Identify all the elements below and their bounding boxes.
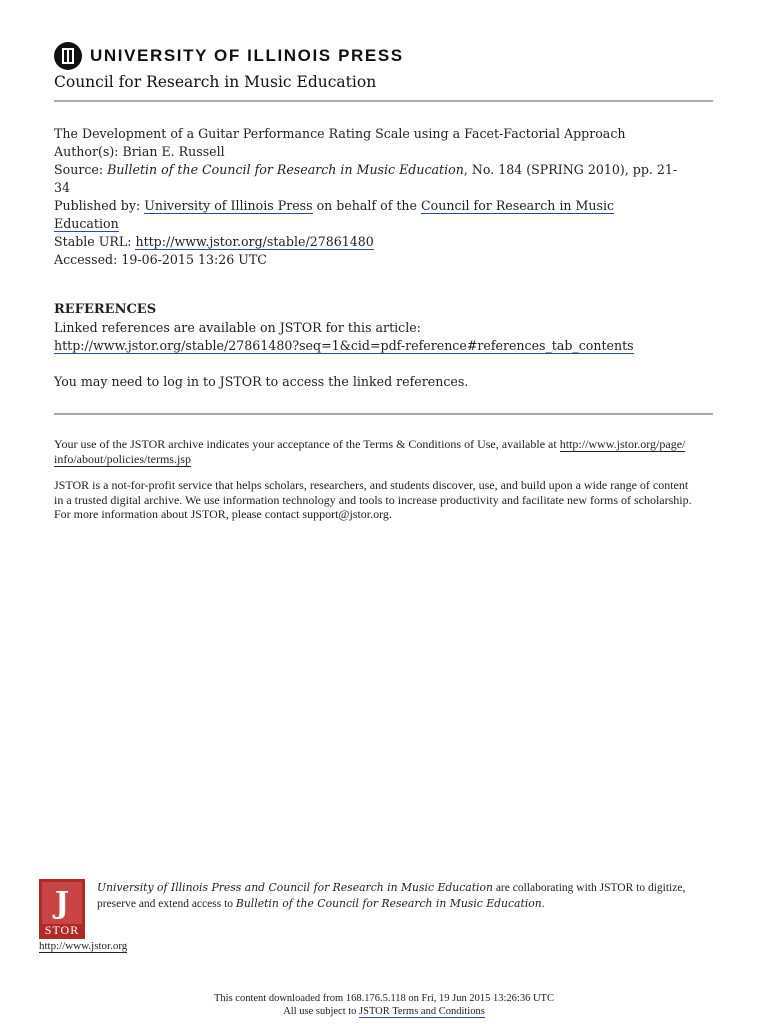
jstor-url[interactable]: http://www.jstor.org [39,940,128,952]
council-link[interactable]: Council for Research in Music [421,198,615,213]
article-title: The Development of a Guitar Performance Rating Scale using a Facet-Factorial Approach [54,126,626,141]
references-block [54,319,716,355]
references-link[interactable]: http://www.jstor.org/stable/27861480?seq=1&cid=pdf-reference#references_tab_contents [54,338,634,353]
article-source-cont: 34 [54,180,71,195]
terms-link[interactable]: http://www.jstor.org/page/ [559,437,686,451]
section-divider [54,413,713,415]
download-note: This content downloaded from 168.176.5.118 on Fri, 19 Jun 2015 13:26:36 UTC [214,993,554,1004]
publisher-logo [54,40,404,72]
jstor-logo-word: STOR [44,923,80,937]
collab-journal: Bulletin of the Council for Research in Music Education [235,897,542,910]
journal-title: Council for Research in Music Education [54,73,377,91]
source-journal: Bulletin of the Council for Research in Music Education [107,162,464,177]
citation-block [54,125,716,269]
illinois-press-logo-icon [54,42,82,70]
jstor-logo-letter: J [54,885,70,921]
article-source: Source: Bulletin of the Council for Research in Music Education, No. 184 (SPRING 2010), pp. 21- [54,162,678,177]
about-jstor: JSTOR is a not-for-profit service that helps scholars, researchers, and students discover, use, and build upon a wide range of content in a trusted digital archive. We use information technology and tools to increase productivity and facilitate new forms of scholarship. For more information about JSTOR, please contact support@jstor.org. [54,478,692,521]
terms-link-cont[interactable]: info/about/policies/terms.jsp [54,451,191,466]
jstor-logo [39,879,85,939]
terms-block: Your use of the JSTOR archive indicates your acceptance of the Terms & Conditions of Use, available at http://www.jstor.org/page/ info/about/policies/terms.jsp [54,437,686,466]
council-link-cont[interactable]: Education [54,216,119,231]
publisher-link[interactable]: University of Illinois Press [144,198,313,213]
publisher-name: UNIVERSITY OF ILLINOIS PRESS [90,46,404,65]
collab-parties: University of Illinois Press and Council for Research in Music Education [97,881,493,894]
download-footer: This content downloaded from 168.176.5.118 on Fri, 19 Jun 2015 13:26:36 UTC All use subject to JSTOR Terms and Conditions [0,993,768,1018]
stable-url-link[interactable]: http://www.jstor.org/stable/27861480 [135,234,374,249]
article-authors: Author(s): Brian E. Russell [54,144,225,159]
references-heading: REFERENCES [54,302,157,317]
stable-url: Stable URL: http://www.jstor.org/stable/27861480 [54,234,374,249]
header-divider [54,100,713,102]
published-by: Published by: University of Illinois Press on behalf of the Council for Research in Music [54,198,615,213]
references-text: Linked references are available on JSTOR for this article: [54,320,421,335]
accessed-date: Accessed: 19-06-2015 13:26 UTC [54,252,267,267]
login-note: You may need to log in to JSTOR to access the linked references. [54,374,469,389]
terms-conditions-link[interactable]: JSTOR Terms and Conditions [359,1005,485,1017]
collaboration-note: University of Illinois Press and Council for Research in Music Education are collaborating with JSTOR to digitize, preserve and extend access to Bulletin of the Council for Research in Music Education. [97,881,686,910]
